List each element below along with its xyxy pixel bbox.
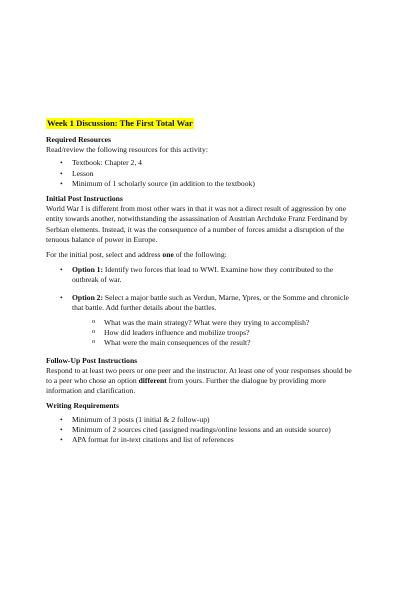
writing-requirements-list <box>46 415 356 446</box>
writing-requirements-heading: Writing Requirements <box>46 401 119 411</box>
select-text-before: For the initial post, select and address <box>46 250 163 260</box>
follow-up-heading: Follow-Up Post Instructions <box>46 355 138 365</box>
follow-up-text-after: from yours. Further the dialogue by providing more information and clarification. <box>46 376 326 396</box>
list-item: o How did leaders influence and mobilize troops? <box>104 328 356 338</box>
option-2-questions <box>72 318 356 349</box>
document-title: Week 1 Discussion: The First Total War <box>47 118 193 128</box>
required-resources-section <box>46 135 356 189</box>
required-resources-intro: Read/review the following resources for this activity: <box>46 145 208 155</box>
option-1-text: Identify two forces that lead to WWI. Examine how they contributed to the outbreak of war. <box>72 265 334 285</box>
list-item: • APA format for in-text citations and list of references <box>72 435 356 445</box>
select-text-after: of the following: <box>173 250 227 260</box>
list-item: • Minimum of 3 posts (1 initial & 2 follow-up) <box>72 415 356 425</box>
follow-up-section <box>46 356 356 397</box>
list-item: • Minimum of 2 sources cited (assigned readings/online lessons and an outside source) <box>72 425 356 435</box>
initial-post-heading: Initial Post Instructions <box>46 194 123 204</box>
option-2-label: Option 2: <box>72 292 104 302</box>
list-item: o What was the main strategy? What were they trying to accomplish? <box>104 318 356 328</box>
writing-requirements-section <box>46 401 356 445</box>
option-1-label: Option 1: <box>72 265 104 275</box>
follow-up-text-bold: different <box>138 376 167 386</box>
required-resources-list <box>46 158 356 189</box>
option-2-item <box>72 293 356 349</box>
option-1-item <box>72 265 356 285</box>
list-item: o What were the main consequences of the result? <box>104 338 356 348</box>
option-2-text: Select a major battle such as Verdun, Marne, Ypres, or the Somme and chronicle that battle. Add further details about the battles. <box>72 292 349 312</box>
initial-post-paragraph: World War I is different from most other wars in that it was not a direct result of aggression by one entity towards another, notwithstanding the assassination of Austrian Archduke Franz Ferdinand by Serbian elements. Instead, it was the consequence of a number of forces amidst a disruption of the tenuous balance of power in Europe. <box>46 204 348 244</box>
list-item: • Lesson <box>72 169 356 179</box>
required-resources-heading: Required Resources <box>46 135 111 144</box>
follow-up-paragraph <box>46 366 356 397</box>
initial-post-section <box>46 194 356 349</box>
list-item: • Textbook: Chapter 2, 4 <box>72 158 356 168</box>
select-text-bold: one <box>162 250 174 260</box>
initial-post-select-instruction <box>46 250 356 260</box>
options-list <box>46 265 356 348</box>
list-item: • Minimum of 1 scholarly source (in addition to the textbook) <box>72 179 356 189</box>
follow-up-text-before: Respond to at least two peers or one peer and the instructor. At least one of your responses should be to a peer who chose an option <box>46 365 352 386</box>
